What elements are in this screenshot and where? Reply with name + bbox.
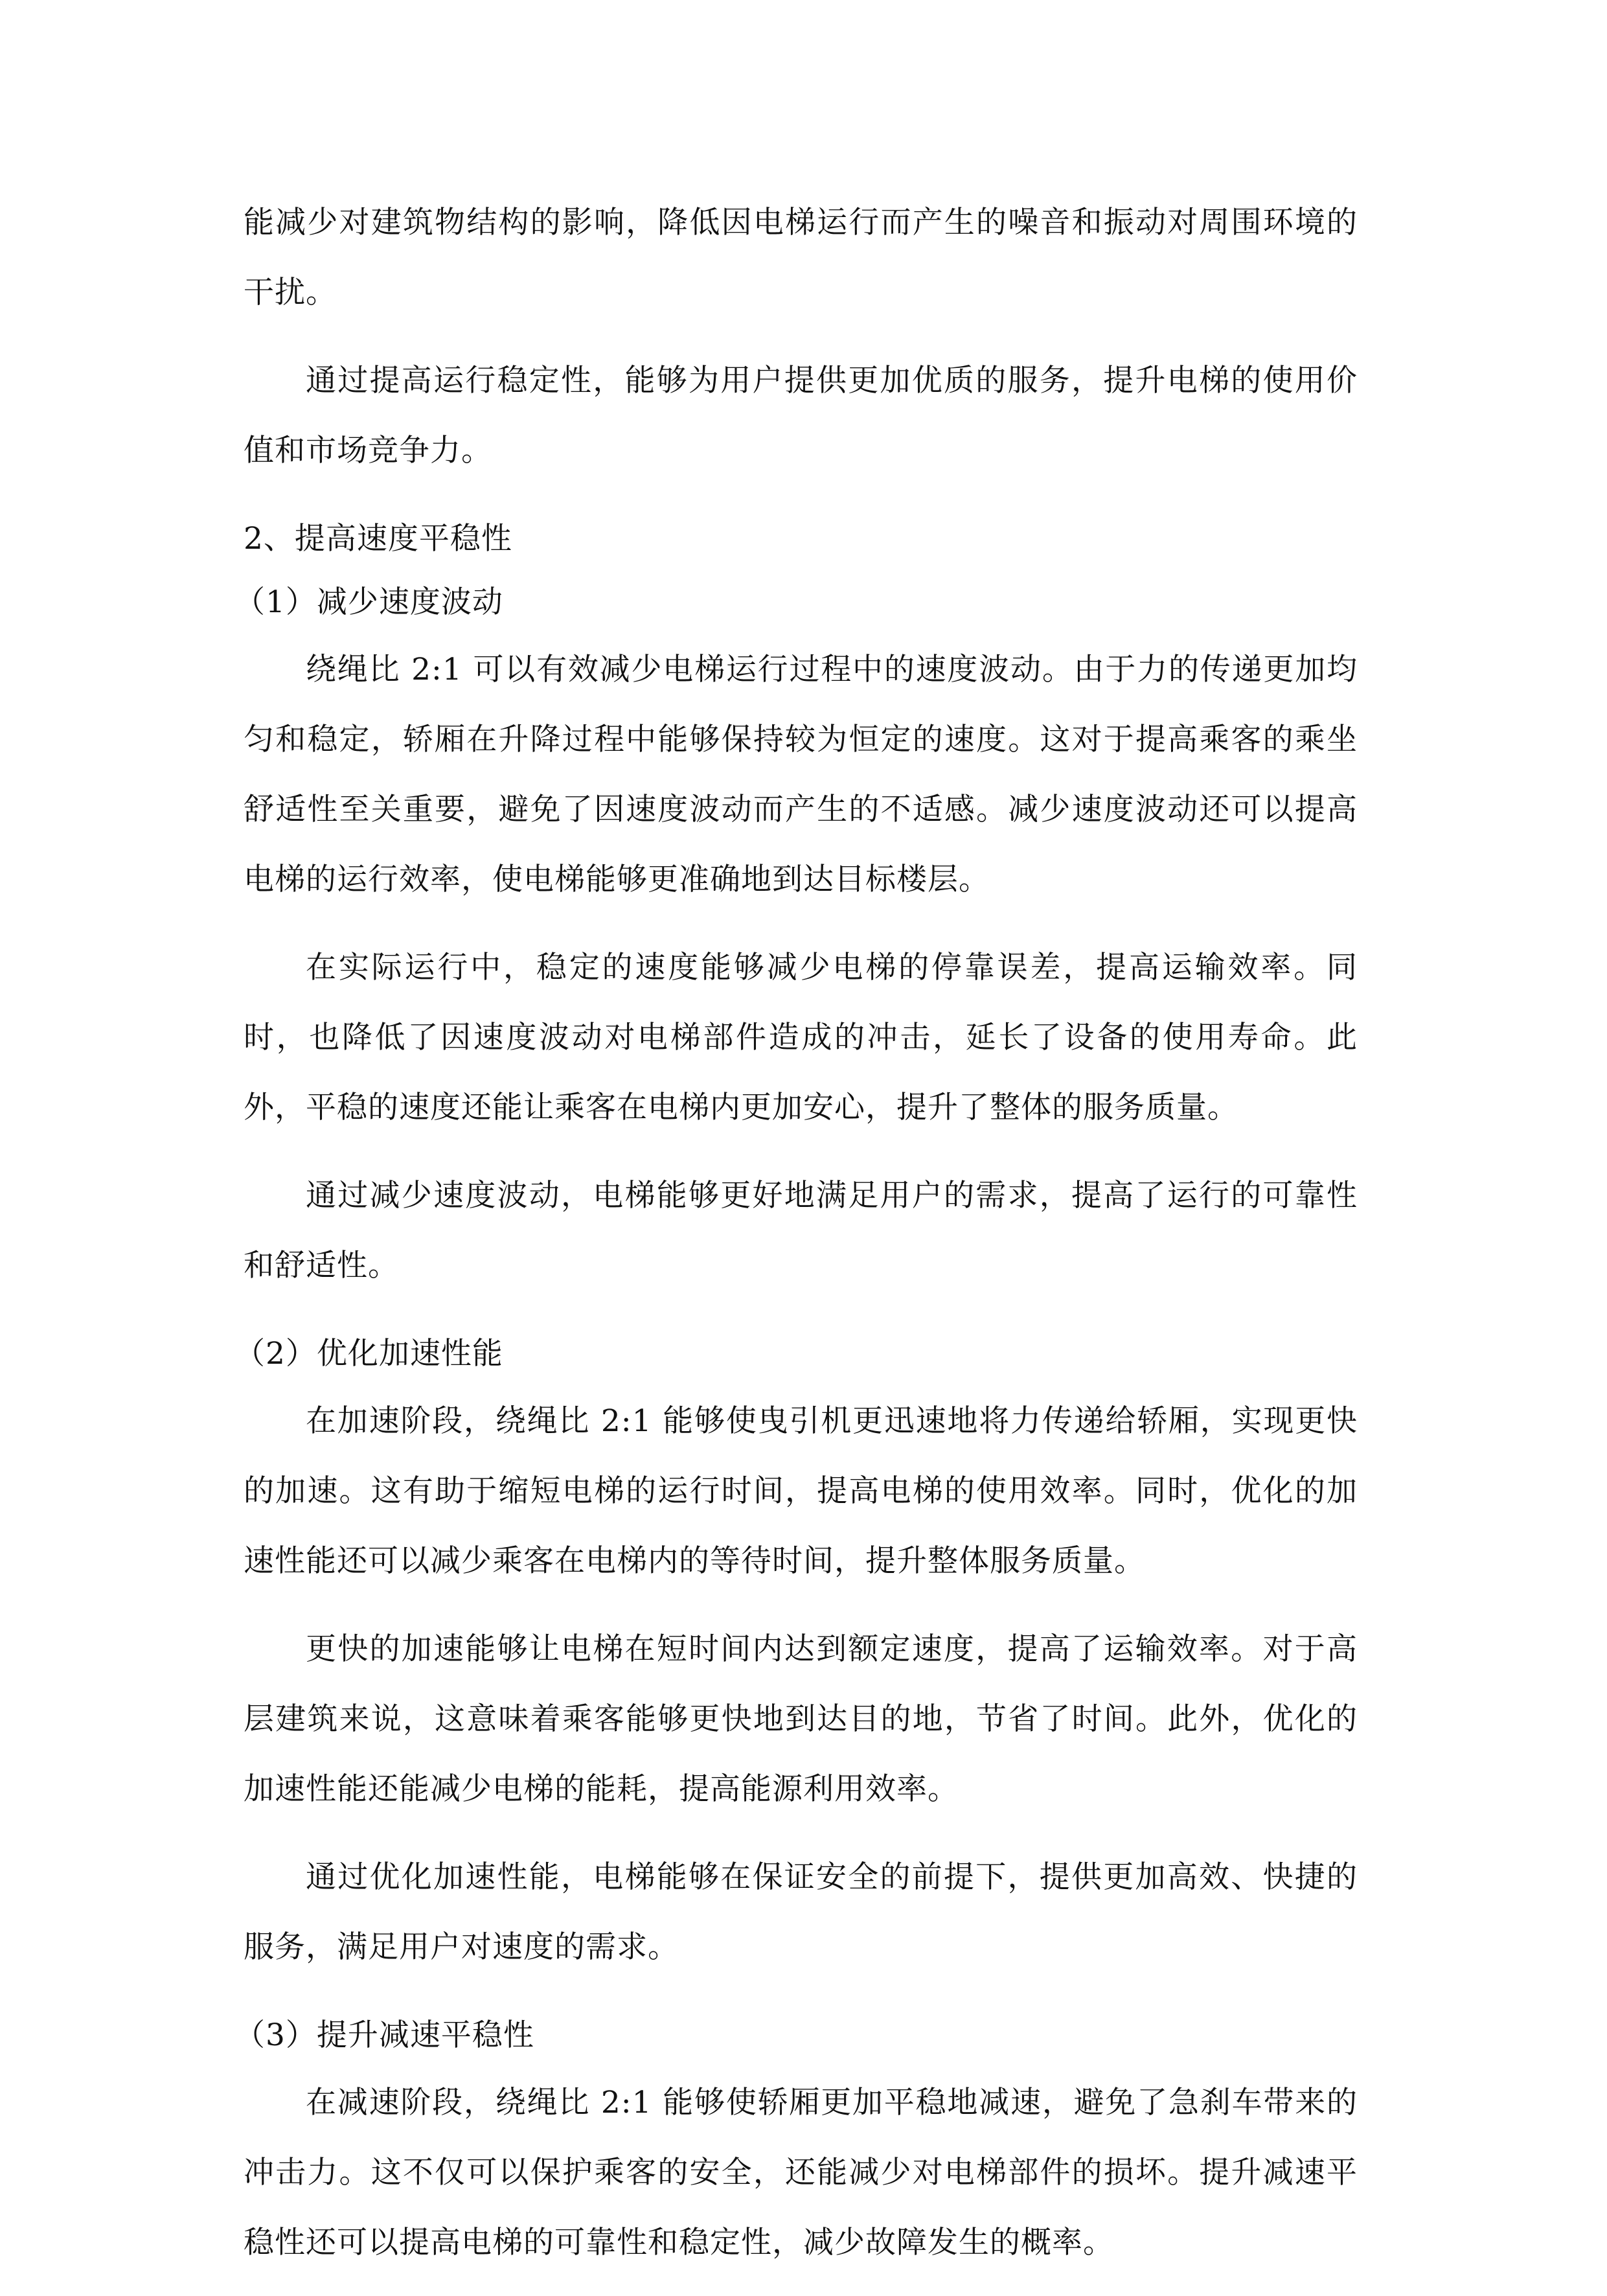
paragraph: 在减速阶段，绕绳比 2:1 能够使轿厢更加平稳地减速，避免了急刹车带来的冲击力。这不仅可以保护乘客的安全，还能减少对电梯部件的损坏。提升减速平稳性还可以提高电梯的可靠性和稳定性，减少故障发生的概率。 — [244, 2085, 1358, 2260]
subsection-heading: （2）优化加速性能 — [234, 1336, 503, 1372]
paragraph: 更快的加速能够让电梯在短时间内达到额定速度，提高了运输效率。对于高层建筑来说，这意味着乘客能够更快地到达目的地，节省了时间。此外，优化的加速性能还能减少电梯的能耗，提高能源利用效率。 — [244, 1631, 1358, 1807]
paragraph: 在加速阶段，绕绳比 2:1 能够使曳引机更迅速地将力传递给轿厢，实现更快的加速。这有助于缩短电梯的运行时间，提高电梯的使用效率。同时，优化的加速性能还可以减少乘客在电梯内的等待时间，提升整体服务质量。 — [244, 1403, 1358, 1579]
paragraph: 在实际运行中，稳定的速度能够减少电梯的停靠误差，提高运输效率。同时，也降低了因速度波动对电梯部件造成的冲击，延长了设备的使用寿命。此外，平稳的速度还能让乘客在电梯内更加安心，提升了整体的服务质量。 — [244, 950, 1358, 1125]
subsection-heading: （1）减少速度波动 — [234, 584, 503, 620]
paragraph: 通过提高运行稳定性，能够为用户提供更加优质的服务，提升电梯的使用价值和市场竞争力。 — [244, 363, 1358, 468]
subsection-heading: （3）提升减速平稳性 — [234, 2017, 534, 2053]
paragraph: 通过减少速度波动，电梯能够更好地满足用户的需求，提高了运行的可靠性和舒适性。 — [244, 1178, 1358, 1283]
paragraph: 绕绳比 2:1 可以有效减少电梯运行过程中的速度波动。由于力的传递更加均匀和稳定，轿厢在升降过程中能够保持较为恒定的速度。这对于提高乘客的乘坐舒适性至关重要，避免了因速度波动而产生的不适感。减少速度波动还可以提高电梯的运行效率，使电梯能够更准确地到达目标楼层。 — [244, 652, 1358, 897]
paragraph-continued: 能减少对建筑物结构的影响，降低因电梯运行而产生的噪音和振动对周围环境的干扰。 — [244, 205, 1358, 310]
section-heading: 2、提高速度平稳性 — [244, 521, 512, 557]
paragraph: 通过优化加速性能，电梯能够在保证安全的前提下，提供更加高效、快捷的服务，满足用户对速度的需求。 — [244, 1859, 1358, 1965]
document-body — [234, 188, 1358, 2296]
